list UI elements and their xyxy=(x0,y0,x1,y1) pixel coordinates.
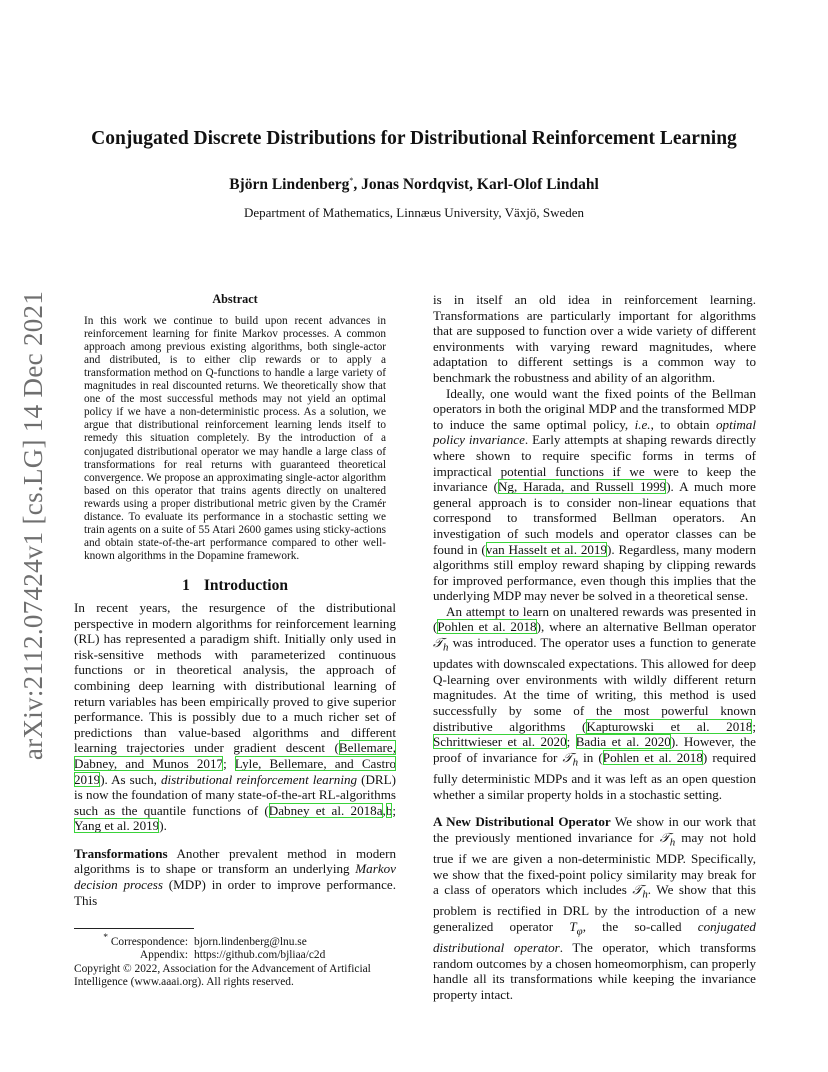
footnote-mark: * xyxy=(103,933,108,944)
text-run: ; xyxy=(566,734,576,750)
text-run: An attempt to learn on unaltered rewards was presented in ( xyxy=(433,603,756,635)
citation-link[interactable]: Yang et al. 2019 xyxy=(74,818,160,834)
citation-link[interactable]: Pohlen et al. 2018 xyxy=(437,619,537,635)
citation-link[interactable]: Lyle, Bellemare, and Castro 2019 xyxy=(74,755,397,787)
citation-link[interactable]: b xyxy=(385,802,393,818)
paragraph xyxy=(433,814,756,1002)
text-run: ), where an alternative Bellman operator xyxy=(536,619,756,635)
paragraph-heading: A New Distributional Operator xyxy=(433,814,611,830)
text-run: In recent years, the resurgence of the distributional perspective in modern algorithms for reinforcement learning (RL) has represented a paradigm shift. Initially only used in risk-sensitive methods with parameterized continuous functions or in theoretical analysis, the approach of combining deep learning with distributional learning of return variables has been empirically proved to give superior performance. This is possibly due to a much richer set of predictions than value-based algorithms and different learning trajectories under gradient descent ( xyxy=(74,599,396,756)
citation-link[interactable]: Ng, Harada, and Russell 1999 xyxy=(497,479,667,495)
footnote-label xyxy=(92,932,188,949)
left-column xyxy=(74,292,396,990)
citation-link[interactable]: Pohlen et al. 2018 xyxy=(602,749,703,765)
math-subscript: h xyxy=(642,888,648,901)
text-run: may not hold true if we are given a non-deterministic MDP. Specifically, we show that the fixed-point policy similarity may break for a class of operators which includes xyxy=(433,829,757,898)
paper-title: Conjugated Discrete Distributions for Distributional Reinforcement Learning xyxy=(91,128,737,149)
text-run: ). Regardless, many modern algorithms still employ reward shaping by clipping rewards for improved performance, even though this implies that the underlying MDP may never be solved in a theoretical sense. xyxy=(433,541,757,604)
footnote xyxy=(74,932,396,963)
paragraph xyxy=(433,604,756,802)
emphasis-text: Markov decision process xyxy=(74,861,396,893)
text-run: ). As such, xyxy=(100,771,161,787)
section-title: Introduction xyxy=(203,577,288,595)
text-run: (DRL) is now the foundation of many state-of-the-art RL-algorithms such as the quantile functions of ( xyxy=(74,771,397,818)
citation-link[interactable]: Dabney et al. 2018a xyxy=(268,802,383,818)
footnote-correspondence xyxy=(74,932,396,949)
text-run: ; xyxy=(392,802,396,818)
text-run: We show in our work that the previously mentioned invariance for xyxy=(433,814,756,845)
section-number: 1 xyxy=(182,577,190,595)
abstract-text: In this work we continue to build upon recent advances in reinforcement learning for finite Markov processes. A common approach among previous existing algorithms, both single-actor and distributed, is to either clip rewards or to apply a transformation method on Q-functions to handle a large variety of magnitudes in real discounted returns. We theoretically show that one of the most successful methods may not yield an optimal policy if we have a non-deterministic process. As a solution, we argue that distributional reinforcement learning lends itself to remedy this situation completely. By the introduction of a conjugated distributional operator we may handle a large class of transformations for real returns with guaranteed theoretical convergence. We propose an approximating single-actor algorithm based on this operator that trains agents directly on unaltered rewards using a proper distributional metric given by the Cramér distance. To evaluate its performance in a stochastic setting we train agents on a suite of 55 Atari 2600 games using sticky-actions and obtain state-of-the-art performance compared to other well-known algorithms in the Dopamine framework. xyxy=(84,314,386,563)
text-run: was introduced. The operator uses a function to generate updates with downscaled expectations. This allowed for deep Q-learning over environments with wildly different return magnitudes. At the time of writing, this method is used successfully by some of the most powerful known distributive algorithms ( xyxy=(433,635,756,734)
text-run: Another prevalent method in modern algorithms is to shape or transform an underlying xyxy=(74,845,396,877)
correspondence-mark: * xyxy=(349,176,354,185)
affiliation: Department of Mathematics, Linnæus University, Växjö, Sweden xyxy=(243,205,585,220)
text-run: ). However, the proof of invariance for xyxy=(433,734,756,765)
text-run: , the so-called xyxy=(582,919,698,934)
footnote-divider xyxy=(74,928,194,929)
footnote-label: Appendix: xyxy=(139,949,188,962)
footnote-appendix xyxy=(74,949,396,962)
math-operator: 𝒯 xyxy=(562,749,573,765)
text-run: ; xyxy=(752,718,757,734)
arxiv-identifier xyxy=(14,290,54,760)
text-run: (MDP) in order to improve performance. This xyxy=(74,877,396,908)
paragraph-heading: Transformations xyxy=(74,845,168,861)
section-heading-introduction xyxy=(74,578,396,594)
math-subscript: h xyxy=(443,641,449,654)
text-run: ). xyxy=(159,818,167,834)
citation-link[interactable]: Bellemare, Dabney, and Munos 2017 xyxy=(74,740,396,771)
other-authors: , Jonas Nordqvist, Karl-Olof Lindahl xyxy=(353,176,599,194)
text-run: ). A much more general approach is to consider non-linear equations that correspond to transformed Bellman operators. An investigation of such models and operator classes can be found in ( xyxy=(433,479,756,557)
intro-paragraph xyxy=(74,600,396,834)
author-1: Björn Lindenberg xyxy=(229,176,350,194)
citation-link[interactable]: Schrittwieser et al. 2020 xyxy=(433,734,567,750)
text-run: ) required fully deterministic MDPs and it was left as an open question whether a similar property holds in a stochastic setting. xyxy=(433,749,756,802)
right-column xyxy=(433,292,756,1003)
author-list xyxy=(0,176,828,194)
text-run: . The operator, which transforms random outcomes by a chosen homeomorphism, can properly handle all its transformations while keeping the invariance property intact. xyxy=(433,940,756,1002)
emphasis-text: i.e. xyxy=(634,416,651,432)
text-run: , xyxy=(382,802,386,818)
text-run: , to obtain xyxy=(650,416,716,432)
paragraph xyxy=(433,386,756,604)
math-operator: 𝒯 xyxy=(433,635,444,651)
math-operator: 𝒯 xyxy=(632,882,643,898)
abstract-heading: Abstract xyxy=(212,292,258,306)
emphasis-text: conjugated distributional operator xyxy=(433,919,756,956)
text-run: in ( xyxy=(578,749,603,765)
label-text: Correspondence: xyxy=(110,936,188,949)
emphasis-text: distributional reinforcement learning xyxy=(160,771,358,787)
math-subscript: h xyxy=(572,756,579,769)
text-run: . We show that this problem is rectified in DRL by the introduction of a new generalized operator xyxy=(433,882,757,934)
math-operator: T xyxy=(569,919,577,934)
citation-link[interactable]: Kapturowski et al. 2018 xyxy=(586,718,753,734)
text-run: ; xyxy=(223,755,235,771)
math-subscript: φ xyxy=(576,925,583,938)
citation-link[interactable]: Badia et al. 2020 xyxy=(575,734,671,750)
arxiv-identifier-text: arXiv:2112.07424v1 [cs.LG] 14 Dec 2021 xyxy=(18,290,49,760)
url-text: https://github.com/bjliaa/c2d xyxy=(194,949,326,962)
email-text: bjorn.lindenberg@lnu.se xyxy=(194,936,307,949)
text-run: Ideally, one would want the fixed points of the Bellman operators in both the original MDP and the transformed MDP to induce the same optimal policy, xyxy=(433,385,756,432)
math-operator: 𝒯 xyxy=(659,829,670,845)
math-subscript: h xyxy=(669,836,676,849)
transformations-paragraph xyxy=(74,846,396,908)
citation-link[interactable]: van Hasselt et al. 2019 xyxy=(485,541,608,557)
text-run: . Early attempts at shaping rewards directly where shown to require specific forms in terms of impractical potential functions if we were to keep the invariance ( xyxy=(433,432,756,495)
emphasis-text: optimal policy invariance xyxy=(433,416,756,448)
copyright-notice: Copyright © 2022, Association for the Advancement of Artificial Intelligence (www.aaai.org). All rights reserved. xyxy=(74,962,371,989)
paragraph: is in itself an old idea in reinforcement learning. Transformations are particularly important for algorithms that are supposed to function over a wide variety of different environments with varying reward magnitudes, where adaptation to different settings is a common way to benchmark the robustness and ability of an algorithm. xyxy=(433,292,756,385)
